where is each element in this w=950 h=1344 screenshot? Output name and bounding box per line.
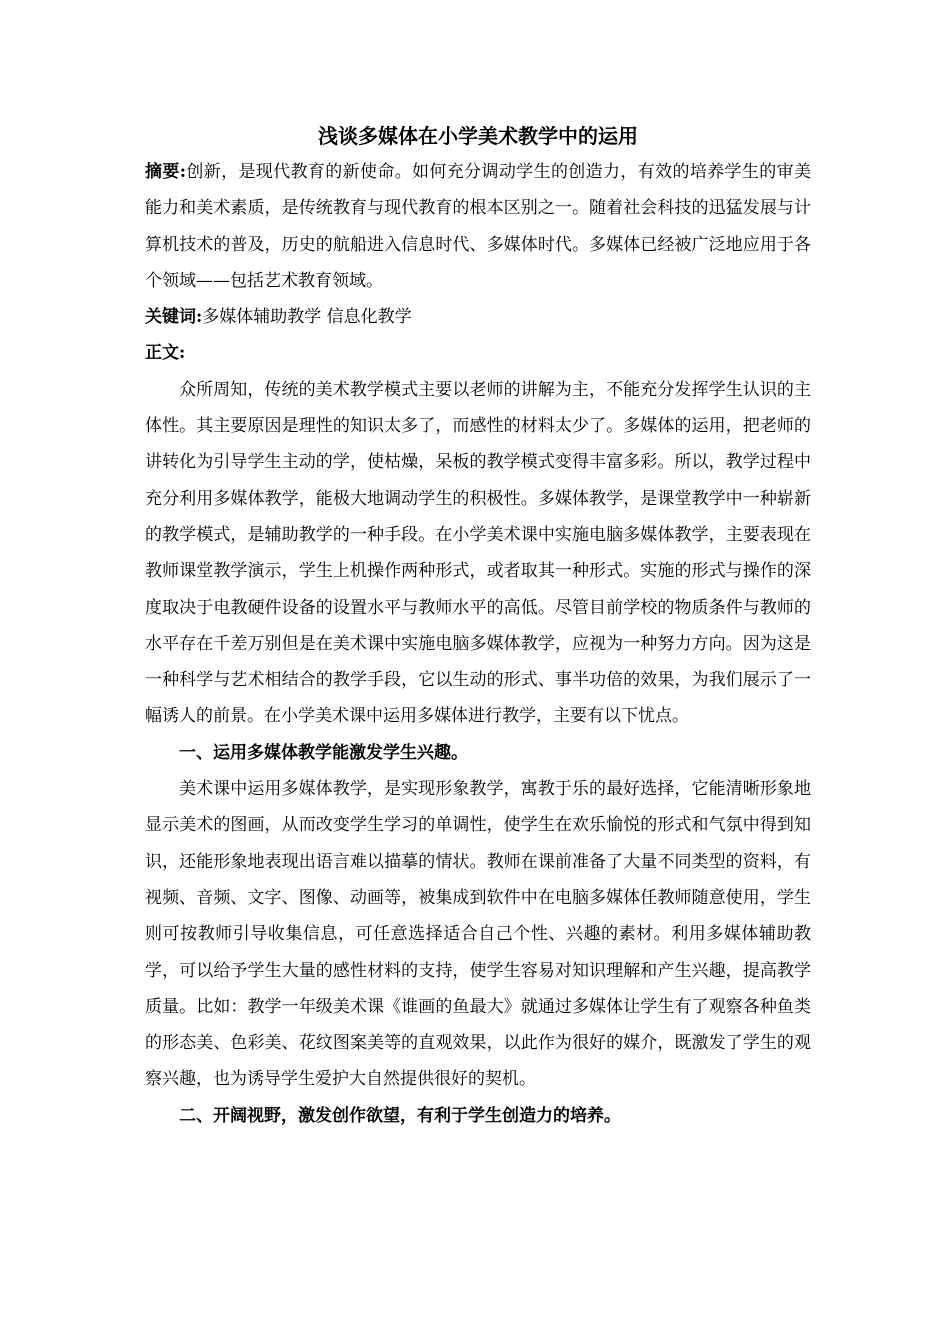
body-paragraph-2: 美术课中运用多媒体教学，是实现形象教学，寓教于乐的最好选择，它能清晰形象地显示美术的图画，从而改变学生学习的单调性，使学生在欢乐愉悦的形式和气氛中得到知识，还能形象地表现出语言难以描摹的情状。教师在课前准备了大量不同类型的资料，有视频、音频、文字、图像、动画等，被集成到软件中在电脑多媒体任教师随意使用，学生则可按教师引导收集信息，可任意选择适合自己个性、兴趣的素材。利用多媒体辅助教学，可以给予学生大量的感性材料的支持，使学生容易对知识理解和产生兴趣，提高教学质量。比如：教学一年级美术课《谁画的鱼最大》就通过多媒体让学生有了观察各种鱼类的形态美、色彩美、花纹图案美等的直观效果，以此作为很好的媒介，既激发了学生的观察兴趣，也为诱导学生爱护大自然提供很好的契机。 (145, 779, 811, 1090)
body-label: 正文: (145, 343, 186, 364)
keywords-label: 关键词: (145, 307, 203, 328)
document-title: 浅谈多媒体在小学美术教学中的运用 (318, 124, 638, 148)
abstract (145, 154, 811, 299)
section-heading-2: 二、开阔视野，激发创作欲望，有利于学生创造力的培养。 (179, 1105, 621, 1126)
abstract-label: 摘要: (145, 162, 186, 182)
keywords-text: 多媒体辅助教学 信息化教学 (202, 307, 412, 328)
abstract-text: 创新，是现代教育的新使命。如何充分调动学生的创造力，有效的培养学生的审美能力和美术素质，是传统教育与现代教育的根本区别之一。随着社会科技的迅猛发展与计算机技术的普及，历史的航船进入信息时代、多媒体时代。多媒体已经被广泛地应用于各个领域——包括艺术教育领域。 (145, 162, 811, 291)
section-heading-1: 一、运用多媒体教学能激发学生兴趣。 (179, 742, 468, 763)
keywords (145, 299, 811, 335)
document-page (145, 118, 811, 1134)
body-paragraph-1: 众所周知，传统的美术教学模式主要以老师的讲解为主，不能充分发挥学生认识的主体性。其主要原因是理性的知识太多了，而感性的材料太少了。多媒体的运用，把老师的讲转化为引导学生主动的学，使枯燥，呆板的教学模式变得丰富多彩。所以，教学过程中充分利用多媒体教学，能极大地调动学生的积极性。多媒体教学，是课堂教学中一种崭新的教学模式，是辅助教学的一种手段。在小学美术课中实施电脑多媒体教学，主要表现在教师课堂教学演示，学生上机操作两种形式，或者取其一种形式。实施的形式与操作的深度取决于电教硬件设备的设置水平与教师水平的高低。尽管目前学校的物质条件与教师的水平存在千差万别但是在美术课中实施电脑多媒体教学，应视为一种努力方向。因为这是一种科学与艺术相结合的教学手段，它以生动的形式、事半功倍的效果，为我们展示了一幅诱人的前景。在小学美术课中运用多媒体进行教学，主要有以下忧点。 (145, 379, 811, 727)
